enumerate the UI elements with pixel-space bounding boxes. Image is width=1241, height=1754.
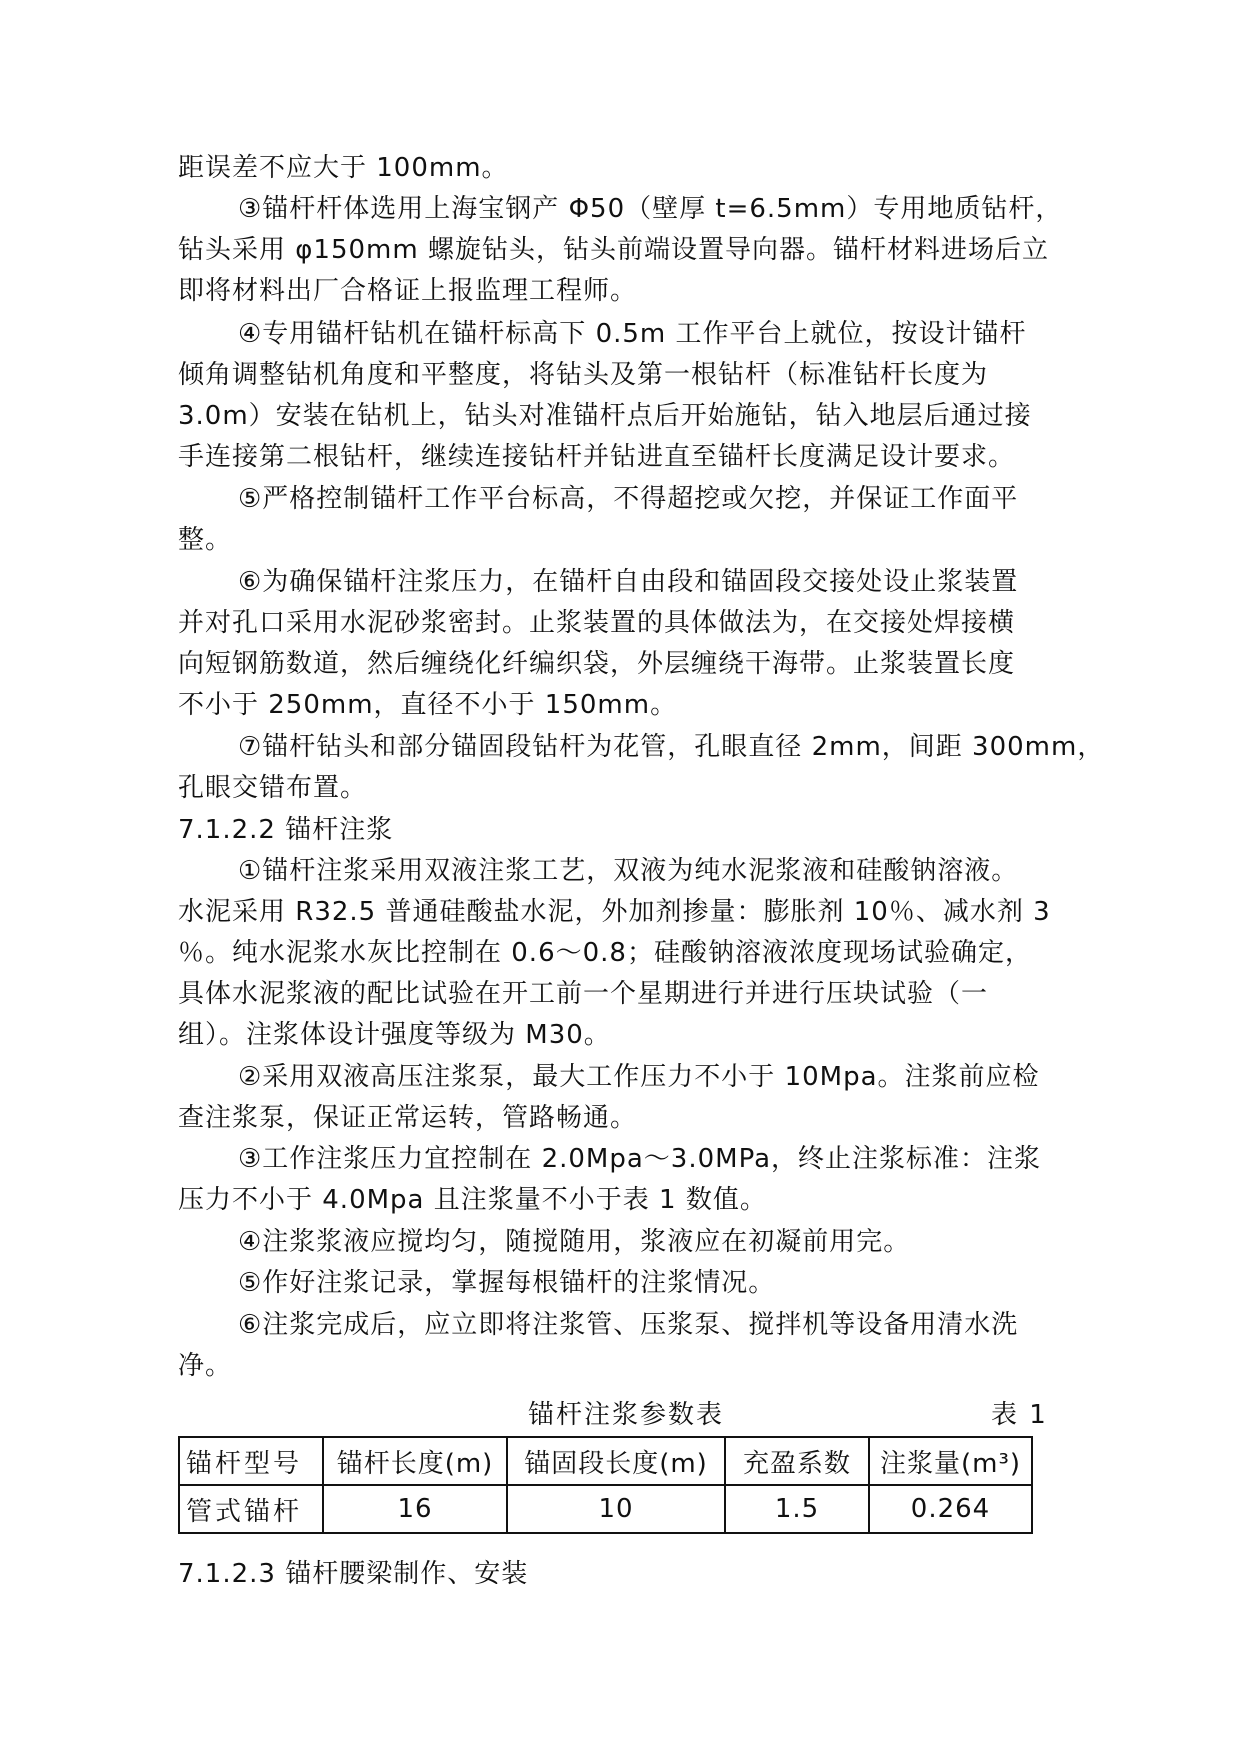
text-line: ③工作注浆压力宜控制在 2.0Mpa～3.0MPa，终止注浆标准：注浆 [238,1144,1042,1174]
table-caption: 锚杆注浆参数表 [528,1400,725,1430]
section-heading: 7.1.2.3 锚杆腰梁制作、安装 [178,1559,529,1589]
text-line: 倾角调整钻机角度和平整度，将钻头及第一根钻杆（标准钻杆长度为 [178,360,989,390]
text-line: 净。 [178,1351,233,1381]
text-line: 查注浆泵，保证正常运转，管路畅通。 [178,1103,638,1133]
table-number: 表 1 [991,1400,1048,1430]
text-line: ③锚杆杆体选用上海宝钢产 Φ50（壁厚 t=6.5mm）专用地质钻杆， [238,194,1063,224]
text-line: ⑥注浆完成后，应立即将注浆管、压浆泵、搅拌机等设备用清水洗 [238,1310,1019,1340]
text-line: ④专用锚杆钻机在锚杆标高下 0.5m 工作平台上就位，按设计锚杆 [238,319,1027,349]
text-line: 3.0m）安装在钻机上，钻头对准锚杆点后开始施钻，钻入地层后通过接 [178,401,1032,431]
table-cell: 16 [323,1485,507,1533]
table-cell: 10 [507,1485,725,1533]
text-line: 距误差不应大于 100mm。 [178,153,509,183]
text-line: ⑦锚杆钻头和部分锚固段钻杆为花管，孔眼直径 2mm，间距 300mm， [238,732,1105,762]
text-line: ①锚杆注浆采用双液注浆工艺，双液为纯水泥浆液和硅酸钠溶液。 [238,856,1019,886]
text-line: 即将材料出厂合格证上报监理工程师。 [178,276,638,306]
table-header-cell: 充盈系数 [725,1437,869,1485]
section-heading: 7.1.2.2 锚杆注浆 [178,815,394,845]
table-cell: 1.5 [725,1485,869,1533]
text-line: 钻头采用 φ150mm 螺旋钻头，钻头前端设置导向器。锚杆材料进场后立 [178,235,1049,265]
text-line: ％。纯水泥浆水灰比控制在 0.6～0.8；硅酸钠溶液浓度现场试验确定， [178,938,1032,968]
table-header-cell: 锚杆长度(m) [323,1437,507,1485]
parameter-table [178,1436,1033,1534]
text-line: ②采用双液高压注浆泵，最大工作压力不小于 10Mpa。注浆前应检 [238,1062,1040,1092]
text-line: 组）。注浆体设计强度等级为 M30。 [178,1020,611,1050]
table-header-cell: 锚杆型号 [179,1437,323,1485]
text-line: 向短钢筋数道，然后缠绕化纤编织袋，外层缠绕干海带。止浆装置长度 [178,649,1016,679]
text-line: 不小于 250mm，直径不小于 150mm。 [178,690,678,720]
text-line: ⑤严格控制锚杆工作平台标高，不得超挖或欠挖，并保证工作面平 [238,484,1019,514]
text-line: 并对孔口采用水泥砂浆密封。止浆装置的具体做法为，在交接处焊接横 [178,608,1016,638]
table-cell: 管式锚杆 [179,1485,323,1533]
text-line: 具体水泥浆液的配比试验在开工前一个星期进行并进行压块试验（一 [178,979,989,1009]
table-cell: 0.264 [869,1485,1032,1533]
text-line: 手连接第二根钻杆，继续连接钻杆并钻进直至锚杆长度满足设计要求。 [178,442,1016,472]
table-row [179,1485,1032,1533]
table-header-row [179,1437,1032,1485]
text-line: 压力不小于 4.0Mpa 且注浆量不小于表 1 数值。 [178,1185,767,1215]
text-line: 水泥采用 R32.5 普通硅酸盐水泥，外加剂掺量：膨胀剂 10％、减水剂 3 [178,897,1051,927]
text-line: ⑤作好注浆记录，掌握每根锚杆的注浆情况。 [238,1268,776,1298]
table-header-cell: 锚固段长度(m) [507,1437,725,1485]
text-line: ⑥为确保锚杆注浆压力，在锚杆自由段和锚固段交接处设止浆装置 [238,567,1019,597]
text-line: 孔眼交错布置。 [178,773,368,803]
table-header-cell: 注浆量(m³) [869,1437,1032,1485]
text-line: ④注浆浆液应搅均匀，随搅随用，浆液应在初凝前用完。 [238,1227,911,1257]
text-line: 整。 [178,525,233,555]
